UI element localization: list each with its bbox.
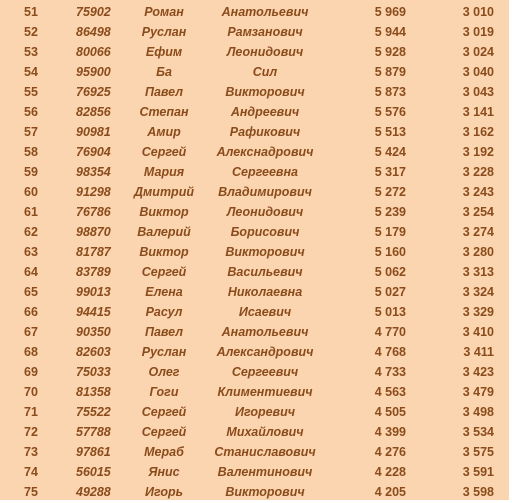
row-number: 52: [24, 25, 38, 39]
first-name: Елена: [145, 285, 183, 299]
score-primary: 5 513: [374, 125, 406, 139]
table-row: [0, 422, 509, 442]
patronymic: Владимирович: [218, 185, 312, 199]
first-name: Ефим: [145, 45, 183, 59]
participant-code: 76925: [76, 85, 111, 99]
participant-code: 75902: [76, 5, 111, 19]
first-name: Игорь: [144, 485, 184, 499]
table-row: [0, 282, 509, 302]
participant-code: 76904: [76, 145, 111, 159]
patronymic: Борисович: [230, 225, 300, 239]
table-row: [0, 262, 509, 282]
score-primary: 5 272: [374, 185, 406, 199]
first-name: Сергей: [141, 265, 187, 279]
participant-code: 99013: [76, 285, 111, 299]
row-number: 62: [24, 225, 38, 239]
score-secondary: 3 024: [462, 45, 494, 59]
score-secondary: 3 498: [462, 405, 494, 419]
table-row: [0, 42, 509, 62]
first-name: Ба: [156, 65, 172, 79]
score-secondary: 3 329: [462, 305, 494, 319]
row-number: 68: [24, 345, 38, 359]
score-primary: 4 228: [374, 465, 406, 479]
patronymic: Сергеевич: [231, 365, 299, 379]
score-primary: 5 317: [374, 165, 406, 179]
first-name: Амир: [147, 125, 181, 139]
first-name: Павел: [144, 325, 184, 339]
score-primary: 5 576: [374, 105, 406, 119]
row-number: 56: [24, 105, 38, 119]
participant-code: 57788: [76, 425, 111, 439]
first-name: Руслан: [141, 345, 187, 359]
score-secondary: 3 410: [462, 325, 494, 339]
score-secondary: 3 043: [462, 85, 494, 99]
first-name: Олег: [148, 365, 180, 379]
score-primary: 5 928: [374, 45, 406, 59]
score-secondary: 3 479: [462, 385, 494, 399]
score-secondary: 3 243: [462, 185, 494, 199]
patronymic: Леонидович: [226, 45, 304, 59]
patronymic: Сергеевна: [232, 165, 298, 179]
table-row: [0, 342, 509, 362]
participant-code: 95900: [76, 65, 111, 79]
score-secondary: 3 324: [462, 285, 494, 299]
score-primary: 5 873: [374, 85, 406, 99]
first-name: Павел: [144, 85, 184, 99]
table-row: [0, 462, 509, 482]
patronymic: Исаевич: [238, 305, 292, 319]
participant-code: 81787: [76, 245, 111, 259]
score-secondary: 3 274: [462, 225, 494, 239]
participant-code: 80066: [76, 45, 111, 59]
first-name: Валерий: [137, 225, 191, 239]
participant-code: 75522: [76, 405, 111, 419]
score-secondary: 3 019: [462, 25, 494, 39]
table-row: [0, 102, 509, 122]
score-primary: 5 179: [374, 225, 406, 239]
row-number: 63: [24, 245, 38, 259]
table-row: [0, 2, 509, 22]
patronymic: Рафикович: [229, 125, 301, 139]
score-primary: 4 505: [374, 405, 406, 419]
patronymic: Рамзанович: [227, 25, 303, 39]
score-primary: 5 239: [374, 205, 406, 219]
score-secondary: 3 228: [462, 165, 494, 179]
row-number: 73: [24, 445, 38, 459]
table-row: [0, 142, 509, 162]
row-number: 65: [24, 285, 38, 299]
participant-code: 76786: [76, 205, 111, 219]
participant-code: 75033: [76, 365, 111, 379]
score-secondary: 3 141: [462, 105, 494, 119]
patronymic: Александрович: [216, 345, 314, 359]
score-primary: 5 944: [374, 25, 406, 39]
score-primary: 4 733: [374, 365, 406, 379]
row-number: 60: [24, 185, 38, 199]
row-number: 67: [24, 325, 38, 339]
score-secondary: 3 411: [463, 345, 494, 359]
score-secondary: 3 162: [462, 125, 494, 139]
table-row: [0, 442, 509, 462]
score-primary: 4 276: [374, 445, 406, 459]
first-name: Виктор: [139, 205, 189, 219]
row-number: 51: [24, 5, 38, 19]
first-name: Мария: [143, 165, 185, 179]
patronymic: Сил: [252, 65, 278, 79]
table-row: [0, 162, 509, 182]
row-number: 57: [24, 125, 38, 139]
participant-code: 91298: [76, 185, 111, 199]
row-number: 71: [24, 405, 38, 419]
score-primary: 5 013: [374, 305, 406, 319]
participant-code: 49288: [76, 485, 111, 499]
score-primary: 5 424: [374, 145, 406, 159]
patronymic: Викторович: [225, 85, 305, 99]
table-row: [0, 322, 509, 342]
row-number: 72: [24, 425, 38, 439]
patronymic: Алекснадрович: [216, 145, 314, 159]
score-primary: 4 399: [374, 425, 406, 439]
score-primary: 4 768: [374, 345, 406, 359]
participant-code: 98870: [76, 225, 111, 239]
first-name: Сергей: [141, 145, 187, 159]
row-number: 70: [24, 385, 38, 399]
first-name: Мераб: [144, 445, 184, 459]
score-primary: 4 770: [374, 325, 406, 339]
score-secondary: 3 040: [462, 65, 494, 79]
patronymic: Николаевна: [227, 285, 303, 299]
participant-code: 56015: [76, 465, 111, 479]
patronymic: Леонидович: [226, 205, 304, 219]
row-number: 54: [24, 65, 38, 79]
participant-code: 82856: [76, 105, 111, 119]
table-row: [0, 122, 509, 142]
table-row: [0, 402, 509, 422]
patronymic: Викторович: [225, 485, 305, 499]
score-secondary: 3 313: [462, 265, 494, 279]
participant-code: 82603: [76, 345, 111, 359]
row-number: 53: [24, 45, 38, 59]
patronymic: Анатольевич: [221, 325, 309, 339]
first-name: Виктор: [139, 245, 189, 259]
table-row: [0, 242, 509, 262]
first-name: Сергей: [141, 405, 187, 419]
table-row: [0, 222, 509, 242]
score-secondary: 3 010: [462, 5, 494, 19]
score-primary: 4 563: [374, 385, 406, 399]
participant-code: 83789: [76, 265, 111, 279]
first-name: Руслан: [141, 25, 187, 39]
first-name: Роман: [144, 5, 184, 19]
patronymic: Васильевич: [227, 265, 303, 279]
patronymic: Михайлович: [226, 425, 304, 439]
score-secondary: 3 423: [462, 365, 494, 379]
score-primary: 5 160: [374, 245, 406, 259]
participant-code: 94415: [76, 305, 111, 319]
participant-code: 90981: [76, 125, 111, 139]
patronymic: Андреевич: [230, 105, 300, 119]
patronymic: Валентинович: [217, 465, 313, 479]
table-row: [0, 382, 509, 402]
participant-code: 81358: [76, 385, 111, 399]
first-name: Степан: [139, 105, 189, 119]
score-secondary: 3 280: [462, 245, 494, 259]
first-name: Расул: [145, 305, 183, 319]
row-number: 66: [24, 305, 38, 319]
score-primary: 5 027: [374, 285, 406, 299]
row-number: 74: [24, 465, 38, 479]
table-row: [0, 62, 509, 82]
patronymic: Климентиевич: [217, 385, 313, 399]
patronymic: Станиславович: [214, 445, 316, 459]
row-number: 55: [24, 85, 38, 99]
row-number: 58: [24, 145, 38, 159]
participant-code: 86498: [76, 25, 111, 39]
table-row: [0, 202, 509, 222]
row-number: 64: [24, 265, 38, 279]
table-row: [0, 302, 509, 322]
row-number: 61: [24, 205, 38, 219]
first-name: Сергей: [141, 425, 187, 439]
patronymic: Игоревич: [234, 405, 296, 419]
score-secondary: 3 575: [462, 445, 494, 459]
score-primary: 5 879: [374, 65, 406, 79]
table-row: [0, 482, 509, 502]
patronymic: Викторович: [225, 245, 305, 259]
table-row: [0, 22, 509, 42]
table-row: [0, 82, 509, 102]
score-secondary: 3 598: [462, 485, 494, 499]
row-number: 59: [24, 165, 38, 179]
score-secondary: 3 534: [462, 425, 494, 439]
table-row: [0, 182, 509, 202]
participant-code: 98354: [76, 165, 111, 179]
score-secondary: 3 192: [462, 145, 494, 159]
first-name: Дмитрий: [134, 185, 194, 199]
row-number: 75: [24, 485, 38, 499]
table-row: [0, 362, 509, 382]
first-name: Гоги: [149, 385, 179, 399]
score-secondary: 3 254: [462, 205, 494, 219]
score-secondary: 3 591: [462, 465, 494, 479]
participant-code: 90350: [76, 325, 111, 339]
score-primary: 4 205: [374, 485, 406, 499]
score-primary: 5 062: [374, 265, 406, 279]
participant-code: 97861: [76, 445, 111, 459]
row-number: 69: [24, 365, 38, 379]
score-primary: 5 969: [374, 5, 406, 19]
first-name: Янис: [148, 465, 180, 479]
patronymic: Анатольевич: [221, 5, 309, 19]
